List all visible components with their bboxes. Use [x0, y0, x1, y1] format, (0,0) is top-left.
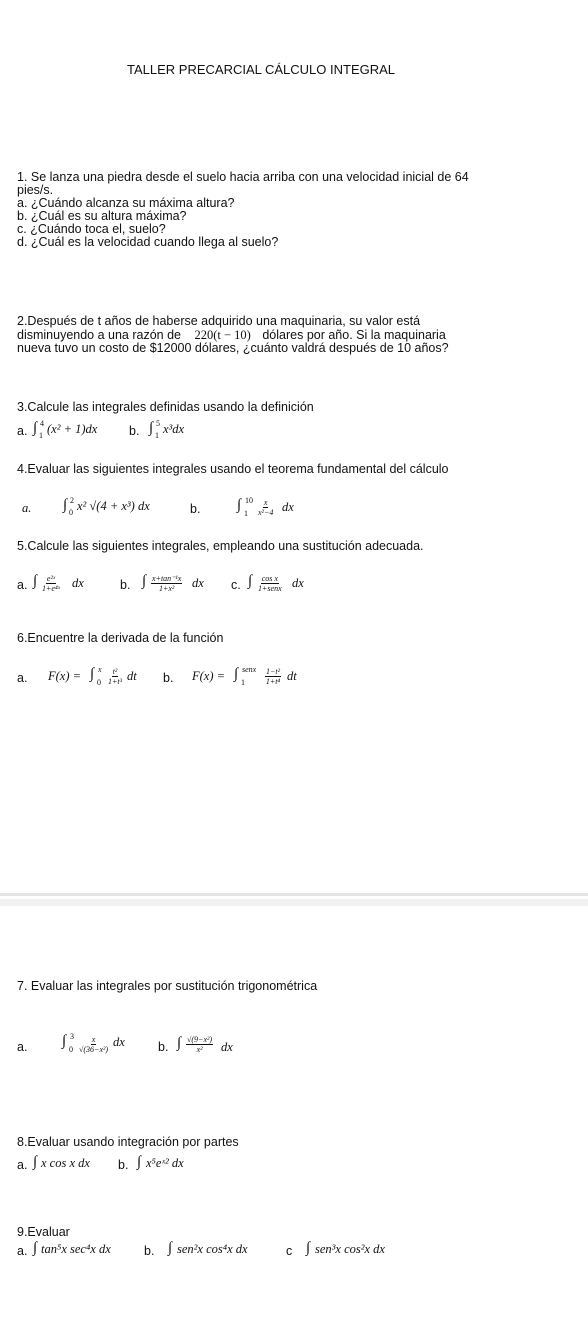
differential: dx	[113, 1035, 125, 1049]
problem-5-b-fraction	[151, 574, 182, 593]
integral-sign: ∫	[33, 1240, 38, 1256]
numerator: cos x	[261, 574, 278, 583]
differential: dx	[72, 576, 84, 590]
problem-8-heading: 8.Evaluar usando integración por partes	[17, 1135, 239, 1149]
numerator: t²	[112, 667, 118, 676]
upper-limit: senx	[242, 665, 257, 674]
problem-6-b-label: b.	[163, 671, 174, 685]
denominator: 1+e⁴ˣ	[42, 584, 60, 593]
differential: dx	[292, 576, 304, 590]
problem-7-a-label: a.	[17, 1040, 28, 1054]
integral-sign: ∫	[63, 497, 68, 513]
problem-3-a-expression: (x² + 1)dx	[47, 422, 98, 436]
denominator: 1+senx	[258, 584, 282, 593]
problem-1-item-b: b. ¿Cuál es su altura máxima?	[17, 209, 187, 223]
problem-6-heading: 6.Encuentre la derivada de la función	[17, 631, 224, 645]
integral-sign: ∫	[33, 573, 38, 589]
problem-3-a-label: a.	[17, 424, 28, 438]
problem-6-a-fraction	[108, 667, 122, 686]
integral-sign: ∫	[234, 666, 239, 682]
problem-5-a-label: a.	[17, 578, 28, 592]
lower-limit: 1	[244, 509, 248, 518]
problem-2-line2-post: dólares por año. Si la maquinaria	[262, 328, 446, 342]
integral-sign: ∫	[248, 573, 253, 589]
problem-8-b-expression: x⁵eˣ² dx	[146, 1156, 184, 1170]
problem-3-heading: 3.Calcule las integrales definidas usando la definición	[17, 400, 314, 414]
integral-sign: ∫	[90, 666, 95, 682]
problem-6-b-fraction	[265, 667, 281, 686]
integral-sign: ∫	[306, 1240, 311, 1256]
denominator: 1+t³	[108, 677, 123, 686]
problem-1-item-c: c. ¿Cuándo toca el, suelo?	[17, 222, 166, 236]
problem-3-b-label: b.	[129, 424, 140, 438]
integral-sign: ∫	[137, 1154, 142, 1170]
differential: dt	[127, 669, 137, 683]
upper-limit: 5	[156, 419, 160, 428]
problem-4-b-label: b.	[190, 502, 201, 516]
problem-7-b-fraction	[186, 1035, 213, 1054]
problem-9-heading: 9.Evaluar	[17, 1225, 70, 1239]
numerator: √(9−x²)	[187, 1035, 213, 1044]
problem-7-heading: 7. Evaluar las integrales por sustitución trigonométrica	[17, 979, 318, 993]
upper-limit: x	[98, 665, 102, 674]
problem-2-line3: nueva tuvo un costo de $12000 dólares, ¿cuánto valdrá después de 10 años?	[17, 341, 449, 355]
differential: dt	[287, 669, 297, 683]
integral-sign: ∫	[33, 420, 38, 436]
problem-7-b-label: b.	[158, 1040, 169, 1054]
problem-1-item-a: a. ¿Cuándo alcanza su máxima altura?	[17, 196, 235, 210]
denominator: 1+t⁴	[265, 677, 281, 686]
problem-2-line2-pre: disminuyendo a una razón de	[17, 328, 182, 342]
problem-4-heading: 4.Evaluar las siguientes integrales usando el teorema fundamental del cálculo	[17, 462, 449, 476]
integral-sign: ∫	[149, 420, 154, 436]
problem-1-item-d: d. ¿Cuál es la velocidad cuando llega al suelo?	[17, 235, 279, 249]
numerator: x	[263, 498, 268, 507]
problem-5-c-label: c.	[231, 578, 241, 592]
problem-8-a-label: a.	[17, 1158, 28, 1172]
problem-7-a-fraction	[79, 1035, 108, 1054]
denominator: x²	[196, 1045, 203, 1054]
differential: dx	[221, 1040, 233, 1054]
problem-4-b-fraction	[258, 498, 273, 517]
problem-3-b-expression: x³dx	[163, 422, 185, 436]
lower-limit: 1	[155, 431, 159, 440]
problem-9-c-expression: sen³x cos²x dx	[315, 1242, 385, 1256]
upper-limit: 2	[70, 496, 74, 505]
problem-8-a-expression: x cos x dx	[41, 1156, 90, 1170]
problem-9-c-label: c	[286, 1244, 293, 1258]
differential: dx	[192, 576, 204, 590]
integral-sign: ∫	[142, 573, 147, 589]
upper-limit: 3	[70, 1032, 74, 1041]
integral-sign: ∫	[177, 1035, 182, 1051]
lower-limit: 0	[97, 678, 101, 687]
problem-8-b-label: b.	[118, 1158, 129, 1172]
problem-5-b-label: b.	[120, 578, 131, 592]
integral-sign: ∫	[168, 1240, 173, 1256]
differential: dx	[282, 500, 294, 514]
problem-5-heading: 5.Calcule las siguientes integrales, empleando una sustitución adecuada.	[17, 539, 424, 553]
problem-6-a-lhs: F(x) =	[48, 669, 82, 683]
integral-sign: ∫	[33, 1154, 38, 1170]
integral-sign: ∫	[237, 497, 242, 513]
page-title: TALLER PRECARCIAL CÁLCULO INTEGRAL	[127, 62, 396, 77]
denominator: √(36−x²)	[79, 1045, 109, 1054]
problem-6-b-lhs: F(x) =	[192, 669, 226, 683]
denominator: 1+x²	[158, 584, 175, 593]
section-divider-shadow	[0, 899, 588, 906]
numerator: x+tan⁻¹x	[152, 574, 182, 583]
problem-2-rate-expression: 220(t − 10)	[194, 328, 251, 342]
integral-sign: ∫	[62, 1033, 67, 1049]
lower-limit: 0	[69, 1045, 73, 1054]
upper-limit: 10	[245, 496, 253, 505]
problem-5-c-fraction	[258, 574, 282, 593]
problem-4-a-label: a.	[22, 501, 32, 515]
problem-4-a-expression: x² √(4 + x³) dx	[77, 499, 150, 513]
problem-2-line1: 2.Después de t años de haberse adquirido una maquinaria, su valor está	[17, 314, 421, 328]
problem-9-b-label: b.	[144, 1244, 155, 1258]
problem-1-intro-line1: 1. Se lanza una piedra desde el suelo hacia arriba con una velocidad inicial de 64	[17, 170, 469, 184]
denominator: x²−4	[258, 508, 274, 517]
problem-5-a-fraction	[42, 574, 60, 593]
problem-1-intro-line2: pies/s.	[17, 183, 54, 197]
upper-limit: 4	[40, 419, 44, 428]
problem-9-b-expression: sen²x cos⁴x dx	[177, 1242, 248, 1256]
numerator: 1−t²	[266, 667, 281, 676]
numerator: x	[91, 1035, 96, 1044]
problem-9-a-label: a.	[17, 1244, 28, 1258]
problem-9-a-expression: tan⁵x sec⁴x dx	[41, 1242, 111, 1256]
lower-limit: 1	[39, 431, 43, 440]
lower-limit: 0	[69, 508, 73, 517]
numerator: e²ˣ	[46, 574, 56, 583]
section-divider	[0, 893, 588, 896]
problem-6-a-label: a.	[17, 671, 28, 685]
lower-limit: 1	[241, 678, 245, 687]
